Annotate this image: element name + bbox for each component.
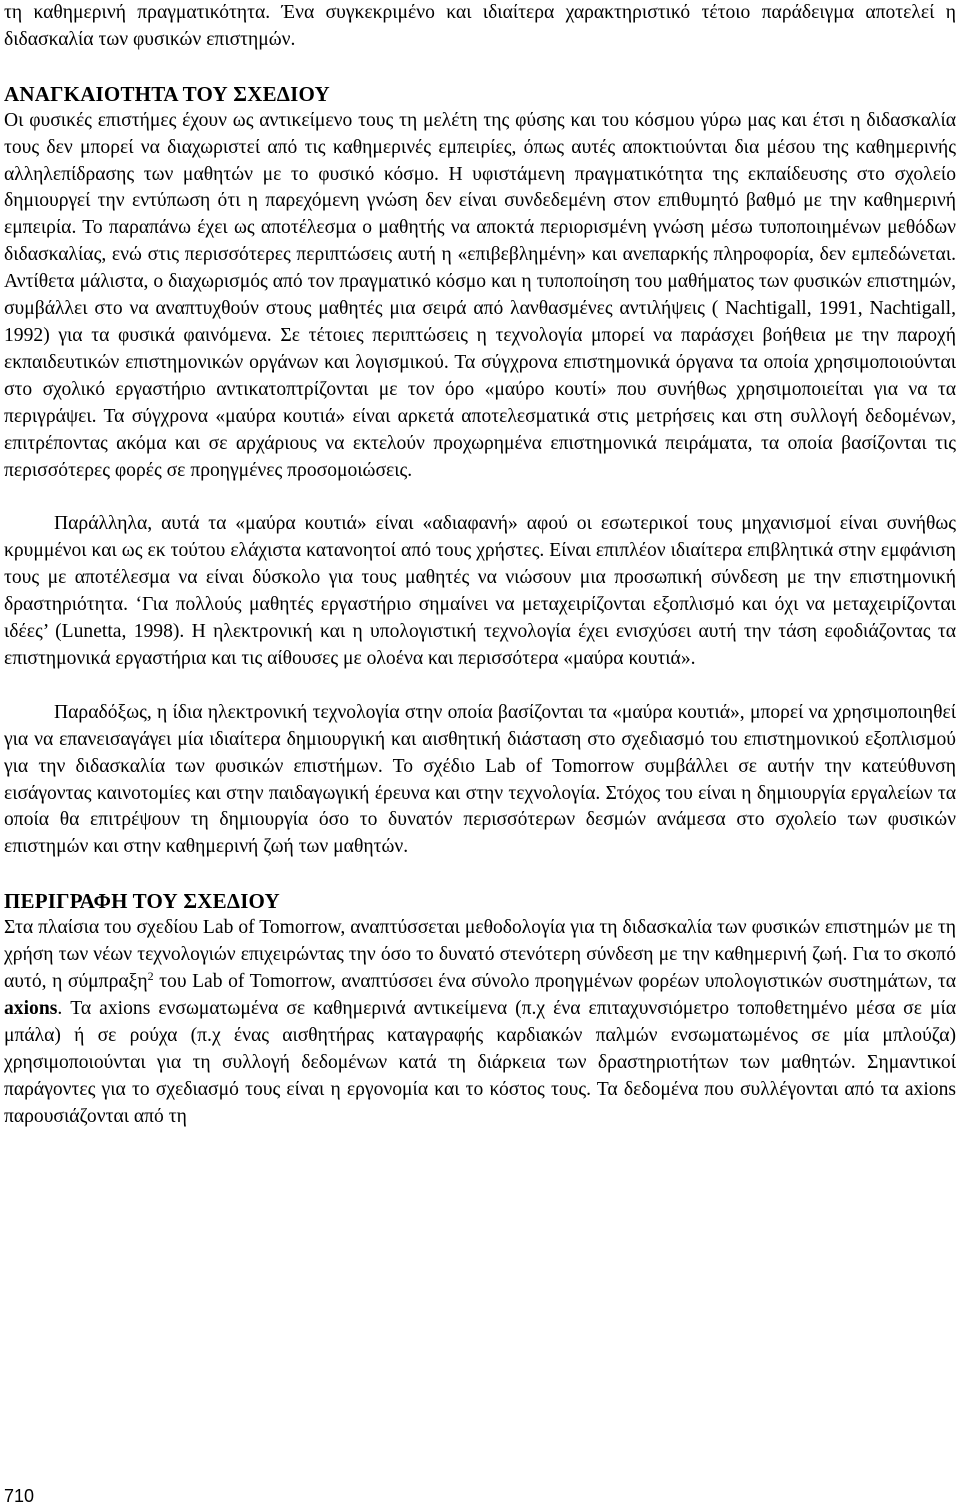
necessity-paragraph-3: Παραδόξως, η ίδια ηλεκτρονική τεχνολογία στην οποία βασίζονται τα «μαύρα κουτιά», μπορεί να χρησιμοποιηθεί για να επανεισαγάγει μία ιδιαίτερα δημιουργική και αισθητική διάσταση στο σχεδιασμό του επιστημονικού εξοπλισμού για την διδασκαλία των φυσικών επιστήμων. Το σχέδιο Lab of Tomorrow συμβάλλει σε αυτήν την κατεύθυνση εισάγοντας καινοτομίες και στην παιδαγωγική έρευνα και στην τεχνολογία. Στόχος του είναι η δημιουργία εργαλείων τα οποία θα επιτρέψουν τη δημιουργία όσο το δυνατόν περισσότερων δεσμών ανάμεσα στο σχολείο των φυσικών επιστημών και στην καθημερινή ζωή των μαθητών.: [4, 701, 956, 858]
axions-term: axions: [4, 997, 58, 1019]
paragraph-spacer: [4, 673, 956, 700]
document-page: [4, 0, 956, 1130]
intro-paragraph-tail: τη καθημερινή πραγματικότητα. Ένα συγκεκριμένο και ιδιαίτερα χαρακτηριστικό τέτοιο παράδειγμα αποτελεί η διδασκαλία των φυσικών επιστημών.: [4, 2, 956, 50]
description-paragraph: [4, 915, 956, 1130]
necessity-paragraph-2: Παράλληλα, αυτά τα «μαύρα κουτιά» είναι «αδιαφανή» αφού οι εσωτερικοί τους μηχανισμοί είναι συνήθως κρυμμένοι και ως εκ τούτου ελάχιστα κατανοητοί από τους χρήστες. Είναι επιπλέον ιδιαίτερα επιβλητικά στην εμφάνιση τους με αποτέλεσμα να είναι δύσκολο για τους μαθητές να νιώσουν μια προσωπική σύνδεση με την επιστημονική δραστηριότητα. ‘Για πολλούς μαθητές εργαστήριο σημαίνει να μεταχειρίζονται εξοπλισμό και όχι να μεταχειρίζονται ιδέες’ (Lunetta, 1998). Η ηλεκτρονική και η υπολογιστική τεχνολογία έχει ενισχύσει αυτή την τάση εφοδιάζοντας τα επιστημονικά εργαστήρια και τις αίθουσες με ολοένα και περισσότερα «μαύρα κουτιά».: [4, 513, 956, 669]
section-heading-necessity: ΑΝΑΓΚΑΙΟΤΗΤΑ ΤΟΥ ΣΧΕΔΙΟΥ: [4, 81, 330, 106]
page-number: 710: [4, 1486, 35, 1506]
necessity-paragraph-1: Οι φυσικές επιστήμες έχουν ως αντικείμενο τους τη μελέτη της φύσης και του κόσμου γύρω μας και έτσι η διδασκαλία τους δεν μπορεί να διαχωριστεί από τις καθημερινές εμπειρίες, όπως αυτές αποκτιούνται δια μέσου της καθημερινής αλληλεπίδρασης των μαθητών με το φυσικό κόσμο. Η υφιστάμενη πραγματικότητα της εκπαίδευσης στο σχολείο δημιουργεί την εντύπωση ότι η παρεχόμενη γνώση δεν είναι συνδεδεμένη στον επιθυμητό βαθμό με την καθημερινή εμπειρία. Το παραπάνω έχει ως αποτέλεσμα ο μαθητής να αποκτά περιορισμένη γνώση μέσω τυποποιημένων μεθόδων διδασκαλίας, ενώ στις περισσότερες περιπτώσεις αυτή η «επιβεβλημένη» και ανεπαρκής πληροφορία, δεν εμπεδώνεται. Αντίθετα μάλιστα, ο διαχωρισμός από τον πραγματικό κόσμο και η τυποποίηση του μαθήματος των φυσικών επιστημών, συμβάλλει στο να αναπτυχθούν στους μαθητές μια σειρά από λανθασμένες αντιλήψεις ( Nachtigall, 1991, Nachtigall, 1992) για τα φυσικά φαινόμενα. Σε τέτοιες περιπτώσεις η τεχνολογία μπορεί να παράσχει βοήθεια με την παροχή εκπαιδευτικών επιστημονικών οργάνων και λογισμικού. Τα σύγχρονα επιστημονικά όργανα τα οποία χρησιμοποιούνται στο σχολικό εργαστήριο αντικατοπτρίζονται με τον όρο «μαύρο κουτί» που συνήθως χρησιμοποιείται για να τα περιγράψει. Τα σύγχρονα «μαύρα κουτιά» είναι αρκετά αποτελεσματικά στις μετρήσεις και στη συλλογή δεδομένων, επιτρέποντας ακόμα και σε αρχάριους να εκτελούν προχωρημένα επιστημονικά πειράματα, τα οποία βασίζονται τις περισσότερες φορές σε προηγμένες προσομοιώσεις.: [4, 109, 956, 481]
description-text-part-1: Στα πλαίσια του σχεδίου Lab of Tomorrow, αναπτύσσεται μεθοδολογία για τη διδασκαλία των φυσικών επιστημών με τη χρήση των νέων τεχνολογιών επιχειρώντας την όσο το δυνατό στενότερη σύνδεση με την καθημερινή ζωή. Για το σκοπό αυτό, η σύμπραξη: [4, 917, 956, 992]
paragraph-spacer: [4, 54, 956, 81]
paragraph-spacer: [4, 484, 956, 511]
footnote-reference: 2: [147, 969, 154, 983]
section-heading-description: ΠΕΡΙΓΡΑΦΗ ΤΟΥ ΣΧΕΔΙΟΥ: [4, 889, 280, 914]
paragraph-spacer: [4, 861, 956, 888]
description-text-part-3: . Τα axions ενσωματωμένα σε καθημερινά αντικείμενα (π.χ ένα επιταχυνσιόμετρο τοποθετημένο μέσα σε μία μπάλα) ή σε ρούχα (π.χ ένας αισθητήρας καταγραφής καρδιακών παλμών ενσωματωμένος σε μία μπλούζα) χρησιμοποιούνται για τη συλλογή δεδομένων κατά τη διάρκεια των δραστηριοτήτων των μαθητών. Σημαντικοί παράγοντες για το σχεδιασμό τους είναι η εργονομία και το κόστος τους. Τα δεδομένα που συλλέγονται από τα axions παρουσιάζονται από τη: [4, 997, 956, 1127]
description-text-part-2: του Lab of Tomorrow, αναπτύσσει ένα σύνολο προηγμένων φορέων υπολογιστικών συστημάτων, τα: [153, 971, 956, 992]
